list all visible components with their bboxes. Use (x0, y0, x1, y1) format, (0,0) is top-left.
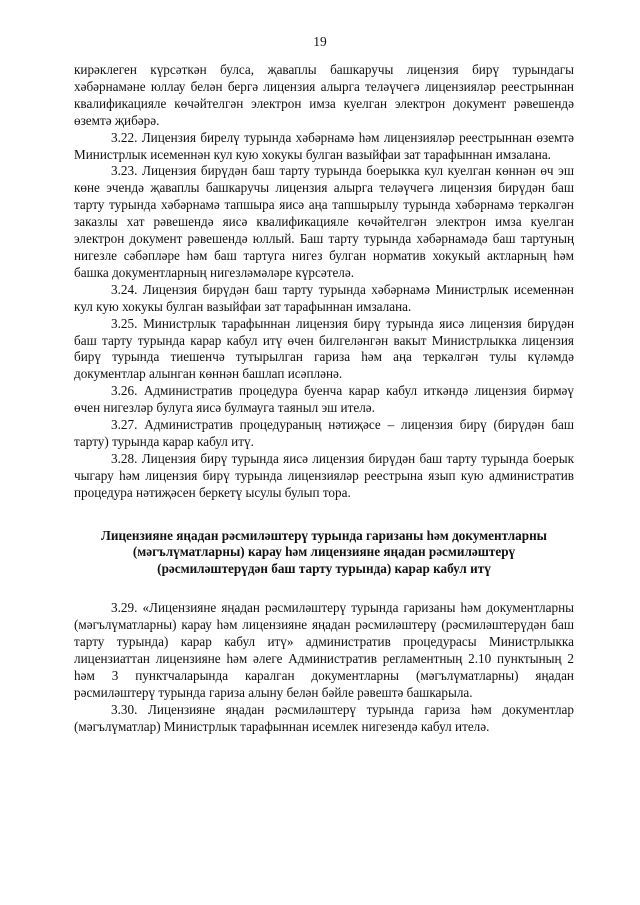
paragraph-3-22: 3.22. Лицензия бирелү турында хәбәрнамә һәм лицензияләр реестрыннан өземтә Министрлык исеменнән кул кую хокукы булган вазыйфаи зат тарафыннан имзалана. (74, 129, 574, 162)
paragraph-3-24: 3.24. Лицензия бирүдән баш тарту турында хәбәрнамә Министрлык исеменнән кул кую хокукы булган вазыйфаи зат тарафыннан имзалана. (74, 281, 574, 314)
document-body (74, 62, 574, 736)
paragraph-3-26: 3.26. Административ процедура буенча карар кабул иткәндә лицензия бирмәү өчен нигезләр булуга яисә булмауга таяныл эш ителә. (74, 383, 574, 416)
paragraph-3-29: 3.29. «Лицензияне яңадан рәсмиләштерү турында гаризаны һәм документларны (мәгълүматларны) карау һәм лицензияне яңадан рәсмиләштерү (рәсмиләштерүдән баш тарту турында) карар кабул итү» административ процедурасы Министрлыкка лицензиаттан лицензияне һәм әлеге Административ регламентның 2.10 пунктының 2 һәм 3 пунктчаларында каралган документларны (мәгълүматларны) яңадан рәсмиләштерү турында гариза алыну белән бәйле рәвештә башкарыла. (74, 600, 574, 700)
paragraph-3-30: 3.30. Лицензияне яңадан рәсмиләштерү турында гариза һәм документлар (мәгълүматлар) Министрлык тарафыннан исемлек нигезендә кабул ителә. (74, 701, 574, 734)
paragraph-3-28: 3.28. Лицензия бирү турында яисә лицензия бирүдән баш тарту турында боерык чыгару һәм лицензия бирү турында лицензияләр реестрына язып кую административ процедура нәтиҗәсен беркетү ысулы булып тора. (74, 450, 574, 500)
page-number: 19 (313, 34, 327, 49)
paragraph-3-25: 3.25. Министрлык тарафыннан лицензия бирү турында яисә лицензия бирүдән баш тарту турында карар кабул итү өчен билгеләнгән вакыт Министрлыкка лицензия бирү турында тиешенчә тутырылган гариза һәм аңа теркәлгән тулы күләмдә документлар алынган көннән башлап исәпләнә. (74, 315, 574, 382)
section-heading: Лицензияне яңадан рәсмиләштерү турында гаризаны һәм документларны (мәгълүматларны) карау һәм лицензияне яңадан рәсмиләштерү (рәсмиләштерүдән баш тарту турында) карар кабул итү (101, 527, 547, 577)
paragraph-3-23: 3.23. Лицензия бирүдән баш тарту турында боерыкка кул куелган көннән өч эш көне эчендә җаваплы башкаручы лицензия алырга теләүчегә лицензия бирүдән баш тарту турында хәбәрнамә тапшыра яисә аңа тапшырылу турында хәбәрнамә теркәлгән заказлы хат рәвешендә яисә квалификацияле көчәйтелгән электрон имза куелган электрон документ рәвешендә юллый. Баш тарту турында хәбәрнамәдә баш тартуның нигезле сәбәпләре һәм баш тартуга нигез булган норматив хокукый актларның һәм башка документларның нигезләмәләре күрсәтелә. (74, 163, 574, 280)
paragraph-continuation: кирәклеген күрсәткән булса, җаваплы башкаручы лицензия бирү турындагы хәбәрнамәне юллау белән бергә лицензия алырга теләүчегә лицензияләр реестрыннан квалификацияле көчәйтелгән электрон имза куелган электрон документ рәвешендә өземтә җибәрә. (74, 62, 574, 128)
paragraph-3-27: 3.27. Административ процедураның нәтиҗәсе – лицензия бирү (бирүдән баш тарту) турында карар кабул итү. (74, 417, 574, 449)
